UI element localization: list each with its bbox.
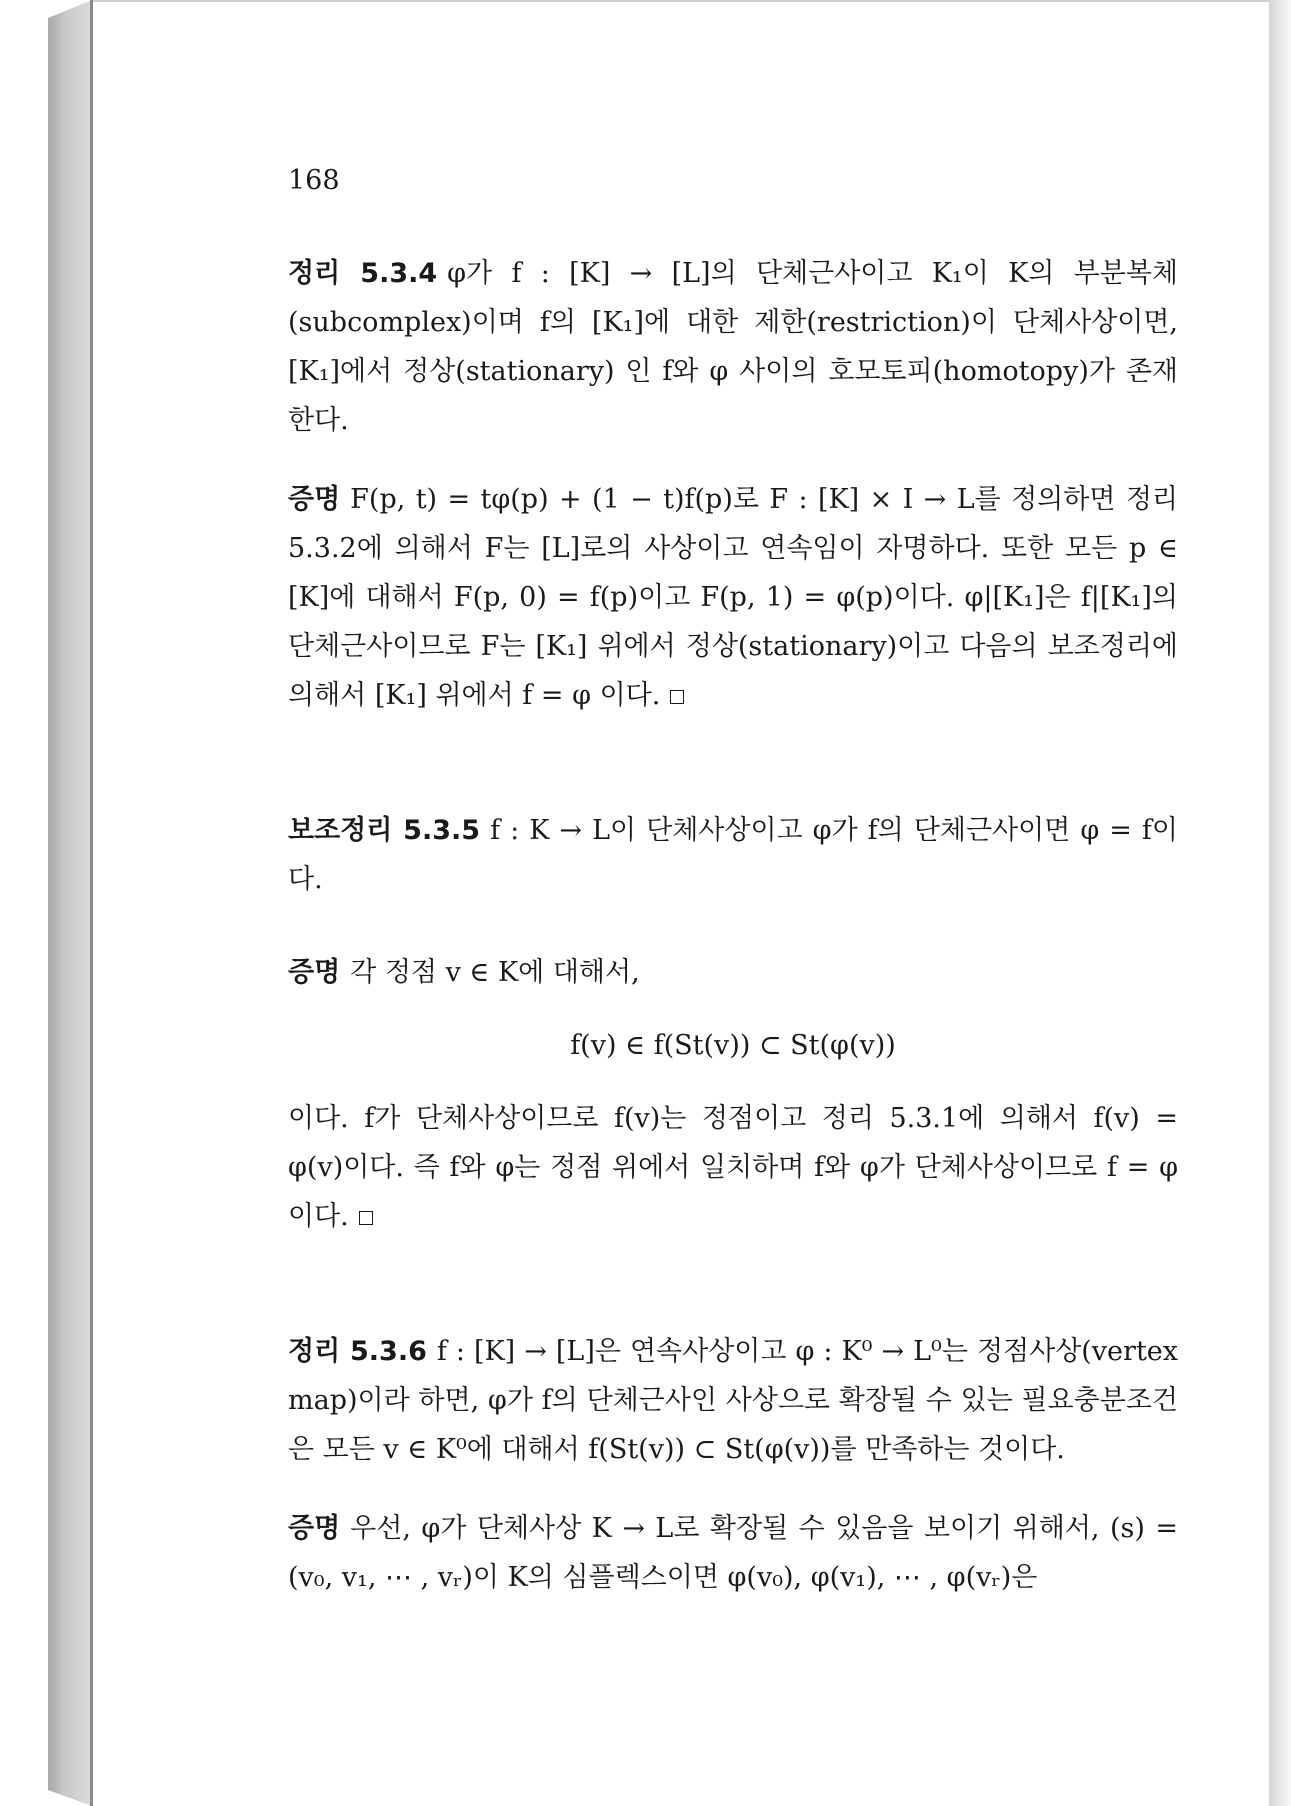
page-content — [288, 140, 1178, 1602]
proof-label: 증명 — [288, 1513, 341, 1544]
proof-5-3-6 — [288, 1504, 1178, 1602]
theorem-label: 정리 5.3.4 — [288, 258, 438, 289]
proof-5-3-4 — [288, 475, 1178, 720]
proof-label: 증명 — [288, 957, 341, 988]
theorem-text: φ가 f : [K] → [L]의 단체근사이고 K₁이 K의 부분복체(subcomplex)이며 f의 [K₁]에 대한 제한(restriction)이 단체사상이면, [K₁]에서 정상(stationary) 인 f와 φ 사이의 호모토피(homotopy)가 존재한다. — [288, 258, 1178, 436]
proof-5-3-5-intro — [288, 948, 1178, 997]
book-spine — [48, 0, 92, 1806]
display-formula: f(v) ∈ f(St(v)) ⊂ St(φ(v)) — [570, 1030, 896, 1061]
page-number: 168 — [288, 165, 340, 196]
qed-square-icon — [670, 690, 684, 704]
proof-label: 증명 — [288, 484, 341, 515]
proof-intro-text: 각 정점 v ∈ K에 대해서, — [350, 957, 640, 988]
theorem-5-3-4 — [288, 249, 1178, 445]
proof-text: 이다. f가 단체사상이므로 f(v)는 정점이고 정리 5.3.1에 의해서 f(v) = φ(v)이다. 즉 f와 φ는 정점 위에서 일치하며 f와 φ가 단체사상이므로 f = φ이다. — [288, 1103, 1178, 1232]
theorem-label: 정리 5.3.6 — [288, 1336, 427, 1367]
theorem-5-3-6 — [288, 1327, 1178, 1474]
page-edge-shadow — [1269, 0, 1291, 1806]
qed-square-icon — [359, 1211, 373, 1225]
lemma-text: f : K → L이 단체사상이고 φ가 f의 단체근사이면 φ = f이다. — [288, 815, 1178, 895]
proof-text: 우선, φ가 단체사상 K → L로 확장될 수 있음을 보이기 위해서, (s) = (v₀, v₁, ⋯ , vᵣ)이 K의 심플렉스이면 φ(v₀), φ(v₁), ⋯ , φ(vᵣ)은 — [288, 1513, 1178, 1593]
proof-text: F(p, t) = tφ(p) + (1 − t)f(p)로 F : [K] × I → L를 정의하면 정리 5.3.2에 의해서 F는 [L]로의 사상이고 연속임이 자명하다. 또한 모든 p ∈ [K]에 대해서 F(p, 0) = f(p)이고 F(p, 1) = φ(p)이다. φ|[K₁]은 f|[K₁]의 단체근사이므로 F는 [K₁] 위에서 정상(stationary)이고 다음의 보조정리에 의해서 [K₁] 위에서 f = φ 이다. — [288, 484, 1178, 711]
theorem-text: f : [K] → [L]은 연속사상이고 φ : K⁰ → L⁰는 정점사상(vertex map)이라 하면, φ가 f의 단체근사인 사상으로 확장될 수 있는 필요충분조건은 모든 v ∈ K⁰에 대해서 f(St(v)) ⊂ St(φ(v))를 만족하는 것이다. — [288, 1336, 1178, 1465]
lemma-label: 보조정리 5.3.5 — [288, 815, 481, 846]
lemma-5-3-5 — [288, 806, 1178, 904]
proof-5-3-5-body — [288, 1094, 1178, 1241]
